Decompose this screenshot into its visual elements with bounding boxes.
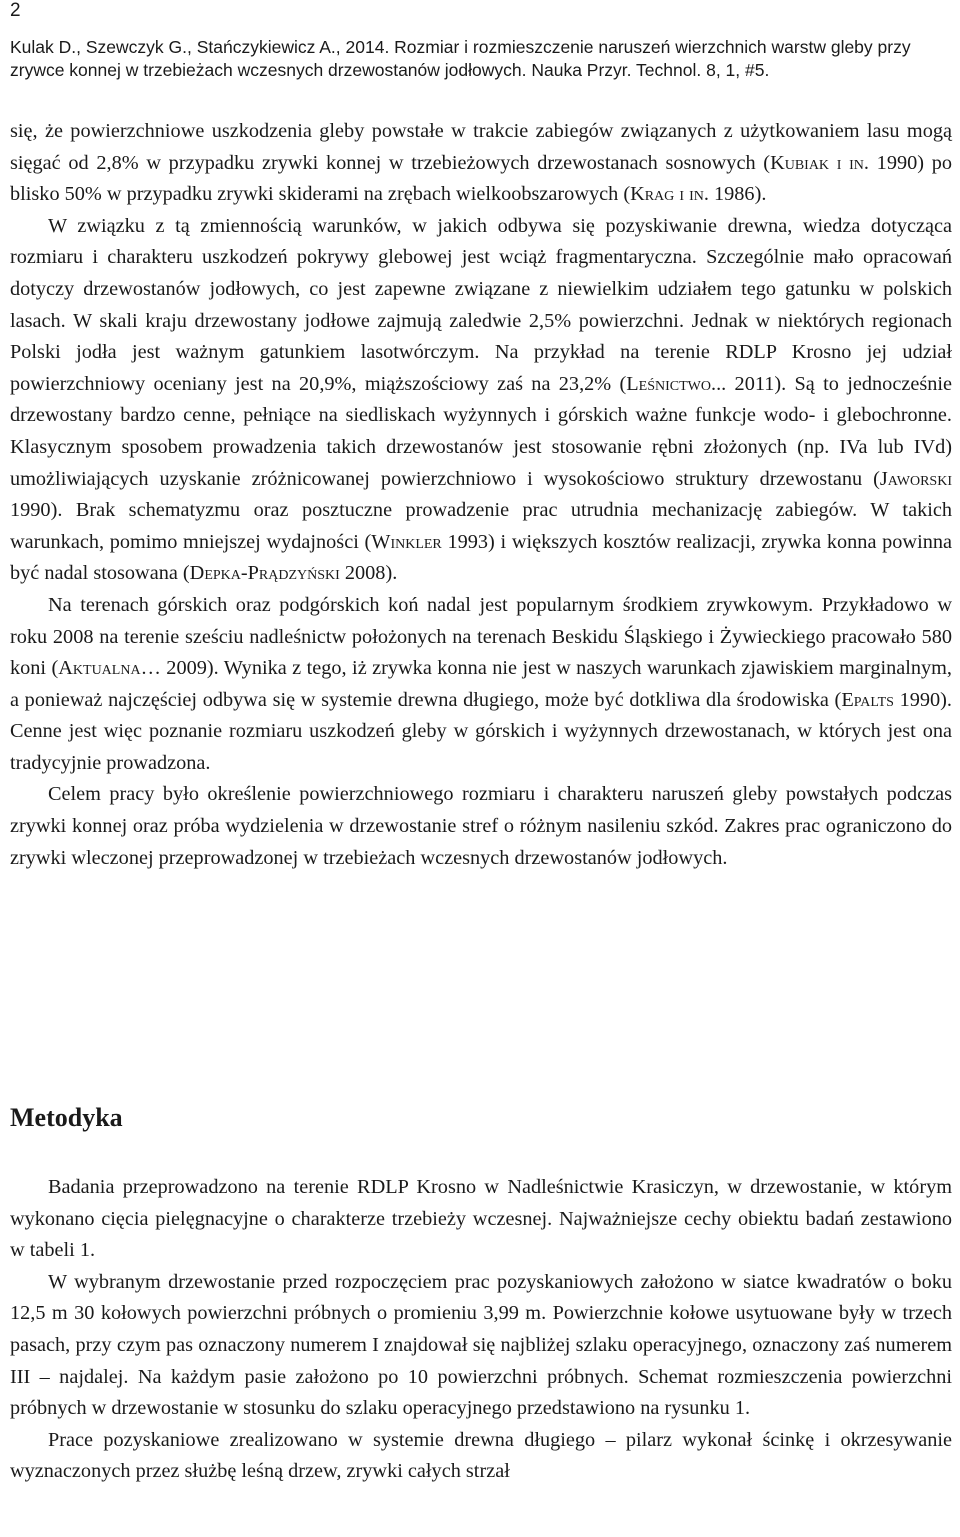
- citation-author: Leśnictwo: [626, 372, 711, 395]
- text-run: . 1990) po blisko 50% w przypadku zrywki skiderami na zrębach wielkoobszarowych (: [10, 151, 952, 206]
- page-number: 2: [10, 0, 21, 21]
- text-run: ... 2011). Są to jednocześnie drzewostany bardzo cenne, pełniące na siedliskach wyżynnych i górskich ważne funkcje wodo- i glebochronne. Klasycznym sposobem prowadzenia takich drzewostanów jest stosowanie rębni złożonych (np. IVa lub IVd) umożliwiających uzyskanie zróżnicowanej powierzchniowo i wysokościowo struktury drzewostanu (: [10, 372, 952, 490]
- paragraph-intro-2: [10, 211, 952, 590]
- methods-body: [10, 1172, 952, 1488]
- text-run: 1993) i większych kosztów realizacji, zrywka konna powinna być nadal stosowana (: [10, 530, 952, 585]
- citation-author: Kubiak i in: [770, 151, 864, 174]
- text-run: … 2009). Wynika z tego, iż zrywka konna nie jest w naszych warunkach zjawiskiem marginalnym, a ponieważ najczęściej odbywa się w systemie drewna długiego, może być dotkliwa dla środowiska (: [10, 657, 952, 711]
- paragraph-intro-4: Celem pracy było określenie powierzchniowego rozmiaru i charakteru naruszeń gleby powstałych podczas zrywki konnej oraz próba wydzielenia w drzewostanie stref o różnym nasileniu szkód. Zakres prac ograniczono do zrywki wleczonej przeprowadzonej w trzebieżach wczesnych drzewostanów jodłowych.: [10, 783, 952, 869]
- citation-author: Krag i in: [630, 183, 704, 206]
- paragraph-intro-3: [10, 590, 952, 780]
- text-run: Na terenach górskich oraz podgórskich koń nadal jest popularnym środkiem zrywkowym. Przykładowo w roku 2008 na terenie sześciu nadleśnictw położonych na terenach Beskidu Śląskiego i Żywieckiego pracowało 580 koni (: [10, 593, 952, 680]
- text-run: się, że powierzchniowe uszkodzenia gleby powstałe w trakcie zabiegów związanych z użytkowaniem lasu mogą sięgać od 2,8% w przypadku zrywki konnej w trzebieżowych drzewostanach sosnowych (: [10, 120, 952, 174]
- text-run: 2008).: [339, 562, 398, 585]
- paragraph-methods-2: W wybranym drzewostanie przed rozpoczęciem prac pozyskaniowych założono w siatce kwadratów o boku 12,5 m 30 kołowych powierzchni próbnych o promieniu 3,99 m. Powierzchnie kołowe usytuowane były w trzech pasach, przy czym pas oznaczony numerem I znajdował się najbliżej szlaku operacyjnego, oznaczony zaś numerem III – najdalej. Na każdym pasie założono po 10 powierzchni próbnych. Schemat rozmieszczenia powierzchni próbnych w drzewostanie w stosunku do szlaku operacyjnego przedstawiono na rysunku 1.: [10, 1270, 952, 1420]
- citation-author: Aktualna: [58, 657, 141, 680]
- text-run: 1990). Cenne jest więc poznanie rozmiaru uszkodzeń gleby w górskich i wyżynnych drzewostanach, w których jest ona tradycyjnie prowadzona.: [10, 688, 953, 774]
- text-run: W związku z tą zmiennością warunków, w jakich odbywa się pozyskiwanie drewna, wiedza dotycząca rozmiaru i charakteru uszkodzeń pokrywy glebowej jest wciąż fragmentaryczna. Szczególnie mało opracowań dotyczy drzewostanów jodłowych, co jest zapewne związane z niewielkim udziałem tego gatunku w polskich lasach. W skali kraju drzewostany jodłowe zajmują zaledwie 2,5% powierzchni. Jednak w niektórych regionach Polski jodła jest ważnym gatunkiem lasotwórczym. Na przykład na terenie RDLP Krosno jej udział powierzchniowy oceniany jest na 20,9%, miąższościowy zaś na 23,2% (: [10, 214, 952, 395]
- text-run: 1990). Brak schematyzmu oraz posztuczne prowadzenie prac utrudnia mechanizację zabiegów. W takich warunkach, pomimo mniejszej wydajności (: [10, 499, 952, 553]
- text-run: . 1986).: [703, 183, 767, 206]
- paragraph-intro-1: [10, 116, 952, 211]
- citation-author: Jaworski: [879, 467, 952, 490]
- citation-author: Epalts: [841, 688, 894, 711]
- running-head-citation: Kulak D., Szewczyk G., Stańczykiewicz A., 2014. Rozmiar i rozmieszczenie naruszeń wierzchnich warstw gleby przy zrywce konnej w trzebieżach wczesnych drzewostanów jodłowych. Nauka Przyr. Technol. 8, 1, #5.: [10, 37, 911, 80]
- introduction-body: [10, 116, 952, 874]
- paragraph-methods-3: Prace pozyskaniowe zrealizowano w systemie drewna długiego – pilarz wykonał ścinkę i okrzesywanie wyznaczonych przez służbę leśną drzew, zrywki całych strzał: [10, 1428, 952, 1483]
- paragraph-methods-1: Badania przeprowadzono na terenie RDLP Krosno w Nadleśnictwie Krasiczyn, w drzewostanie, w którym wykonano cięcia pielęgnacyjne o charakterze trzebieży wczesnej. Najważniejsze cechy obiektu badań zestawiono w tabeli 1.: [10, 1176, 952, 1262]
- citation-author: Depka-Prądzyński: [189, 562, 340, 585]
- section-heading-methods: Metodyka: [10, 1103, 123, 1132]
- citation-author: Winkler: [371, 530, 442, 553]
